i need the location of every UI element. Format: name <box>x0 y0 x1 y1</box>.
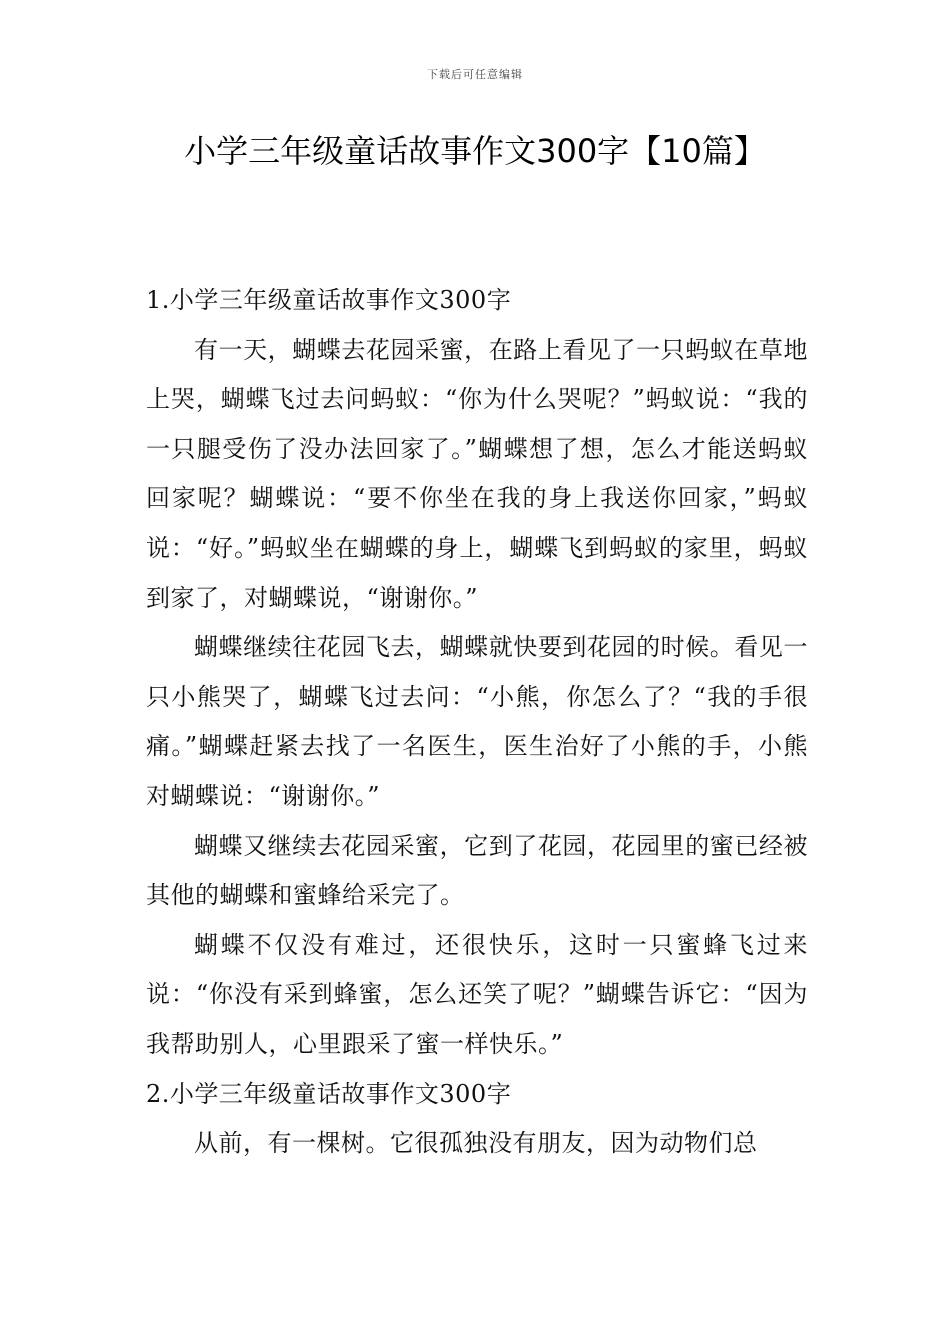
paragraph: 从前，有一棵树。它很孤独没有朋友，因为动物们总 <box>194 1129 758 1158</box>
section-heading: 1.小学三年级童话故事作文300字 <box>146 286 512 314</box>
paragraph: 蝴蝶继续往花园飞去，蝴蝶就快要到花园的时候。看见一只小熊哭了，蝴蝶飞过去问：“小熊，你怎么了？“我的手很痛。”蝴蝶赶紧去找了一名医生，医生治好了小熊的手，小熊对蝴蝶说：“谢谢你。” <box>146 633 808 810</box>
paragraph: 有一天，蝴蝶去花园采蜜，在路上看见了一只蚂蚁在草地上哭，蝴蝶飞过去问蚂蚁：“你为什么哭呢？”蚂蚁说：“我的一只腿受伤了没办法回家了。”蝴蝶想了想，怎么才能送蚂蚁回家呢？蝴蝶说：“要不你坐在我的身上我送你回家，”蚂蚁说：“好。”蚂蚁坐在蝴蝶的身上，蝴蝶飞到蚂蚁的家里，蚂蚁到家了，对蝴蝶说，“谢谢你。” <box>146 335 808 612</box>
paragraph: 蝴蝶不仅没有难过，还很快乐，这时一只蜜蜂飞过来说：“你没有采到蜂蜜，怎么还笑了呢？”蝴蝶告诉它：“因为我帮助别人，心里跟采了蜜一样快乐。” <box>146 930 808 1058</box>
section-heading: 2.小学三年级童话故事作文300字 <box>146 1079 512 1108</box>
section-2 <box>146 1070 808 1169</box>
paragraph: 蝴蝶又继续去花园采蜜，它到了花园，花园里的蜜已经被其他的蝴蝶和蜜蜂给采完了。 <box>146 831 808 910</box>
document-title: 小学三年级童话故事作文300字【10篇】 <box>184 132 766 170</box>
header-note: 下载后可任意编辑 <box>427 68 523 81</box>
section-1 <box>146 276 808 1070</box>
document-body <box>146 276 808 1169</box>
